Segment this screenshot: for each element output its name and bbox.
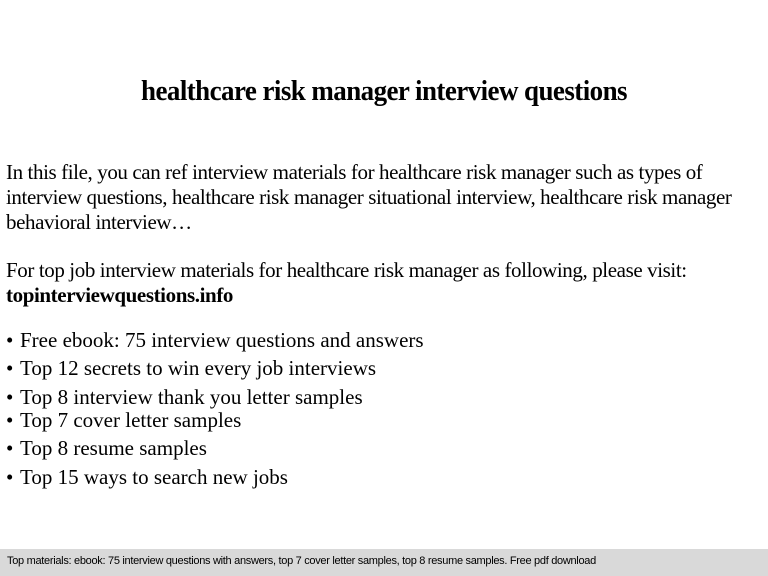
list-item: • Top 8 interview thank you letter samples bbox=[6, 385, 363, 409]
visit-text: For top job interview materials for healthcare risk manager as following, please visit: bbox=[6, 258, 687, 282]
bullet-icon: • bbox=[6, 328, 14, 352]
list-item: • Top 7 cover letter samples bbox=[6, 408, 242, 432]
bullet-icon: • bbox=[6, 385, 14, 409]
list-item: • Top 12 secrets to win every job interviews bbox=[6, 356, 377, 380]
list-item: • Top 8 resume samples bbox=[6, 436, 207, 460]
page-title: healthcare risk manager interview questions bbox=[141, 75, 627, 107]
list-item: • Top 15 ways to search new jobs bbox=[6, 465, 288, 489]
bullet-icon: • bbox=[6, 436, 14, 460]
intro-paragraph: In this file, you can ref interview materials for healthcare risk manager such as types of interview questions, healthcare risk manager situational interview, healthcare risk manager behavioral interview… bbox=[6, 160, 732, 234]
bullet-icon: • bbox=[6, 356, 14, 380]
visit-paragraph bbox=[6, 258, 766, 308]
site-link[interactable]: topinterviewquestions.info bbox=[6, 283, 234, 307]
bullet-icon: • bbox=[6, 465, 14, 489]
list-item: • Free ebook: 75 interview questions and answers bbox=[6, 328, 424, 352]
footer-text: Top materials: ebook: 75 interview questions with answers, top 7 cover letter samples, top 8 resume samples. Free pdf download bbox=[7, 555, 596, 567]
footer-bar bbox=[0, 549, 768, 576]
bullet-icon: • bbox=[6, 408, 14, 432]
